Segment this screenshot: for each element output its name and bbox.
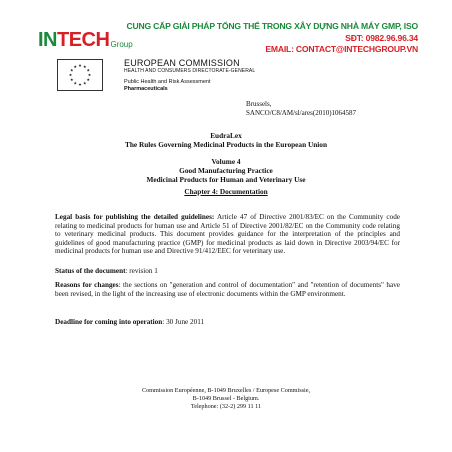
banner-email: EMAIL: CONTACT@INTECHGROUP.VN <box>265 44 418 54</box>
status-label: Status of the document <box>55 267 126 275</box>
deadline-text: : 30 June 2011 <box>162 318 205 326</box>
logo-group: Group <box>110 40 133 49</box>
unit-name: Public Health and Risk Assessment <box>124 79 211 85</box>
title-scope: Medicinal Products for Human and Veterinary Use <box>146 175 306 184</box>
city: Brussels, <box>246 100 272 108</box>
deadline-paragraph <box>55 318 400 327</box>
flag-star-icon <box>74 82 77 85</box>
banner-phone: SĐT: 0982.96.96.34 <box>345 33 418 43</box>
title-volume: Volume 4 <box>211 157 241 166</box>
flag-star-icon <box>83 82 86 85</box>
reasons-label: Reasons for changes <box>55 281 119 289</box>
flag-star-icon <box>87 78 90 81</box>
flag-star-icon <box>78 64 81 67</box>
legal-basis-label: Legal basis for publishing the detailed guidelines: <box>55 213 215 221</box>
footer-telephone: Telephone: (32-2) 299 11 11 <box>190 403 262 410</box>
logo-tech: TECH <box>57 29 110 51</box>
status-paragraph <box>55 267 400 276</box>
title-chapter: Chapter 4: Documentation <box>184 187 268 196</box>
reference-number: SANCO/C8/AM/sl/ares(2010)1064587 <box>246 109 357 117</box>
flag-star-icon <box>70 78 73 81</box>
flag-star-icon <box>70 69 73 72</box>
logo-in: IN <box>38 29 57 51</box>
intech-logo <box>38 28 133 50</box>
flag-star-icon <box>87 69 90 72</box>
org-name: EUROPEAN COMMISSION <box>124 58 240 68</box>
directorate-general: HEALTH AND CONSUMERS DIRECTORATE-GENERAL <box>124 68 256 74</box>
legal-basis-paragraph <box>55 213 400 256</box>
banner-tagline: CUNG CẤP GIẢI PHÁP TỔNG THỂ TRONG XÂY DỰNG NHÀ MÁY GMP, ISO <box>126 21 418 31</box>
title-eudralex: EudraLex <box>210 131 242 140</box>
sub-unit-name: Pharmaceuticals <box>124 86 168 92</box>
flag-star-icon <box>83 65 86 68</box>
eu-flag-icon <box>57 59 103 91</box>
flag-star-icon <box>78 83 81 86</box>
flag-star-icon <box>69 73 72 76</box>
legal-basis-text: Article 47 of Directive 2001/83/EC on the Community code relating to medicinal products for human use and Article 51 of Directive 2001/82/EC on the Community code relating to veterinary medicinal products. This document provides guidance for the interpretation of the principles and guidelines of good manufacturing practice (GMP) for medicinal products as laid down in Directive 2003/94/EC for medicinal products for human use and Directive 91/412/EEC for veterinary use. <box>55 213 401 256</box>
flag-star-icon <box>74 65 77 68</box>
title-gmp: Good Manufacturing Practice <box>179 166 273 175</box>
reasons-paragraph <box>55 281 400 298</box>
footer-address-2: B-1049 Brussel - Belgium. <box>192 395 260 402</box>
reasons-text: : the sections on "generation and control of documentation" and "retention of documents" have been revised, in the light of the increasing use of electronic documents within the GMP environment. <box>55 281 400 298</box>
footer-address-1: Commission Européenne, B-1049 Bruxelles / Europese Commissie, <box>141 387 311 394</box>
status-text: : revision 1 <box>125 267 158 275</box>
title-rules: The Rules Governing Medicinal Products in the European Union <box>124 140 328 149</box>
flag-star-icon <box>88 73 91 76</box>
deadline-label: Deadline for coming into operation <box>55 318 163 326</box>
